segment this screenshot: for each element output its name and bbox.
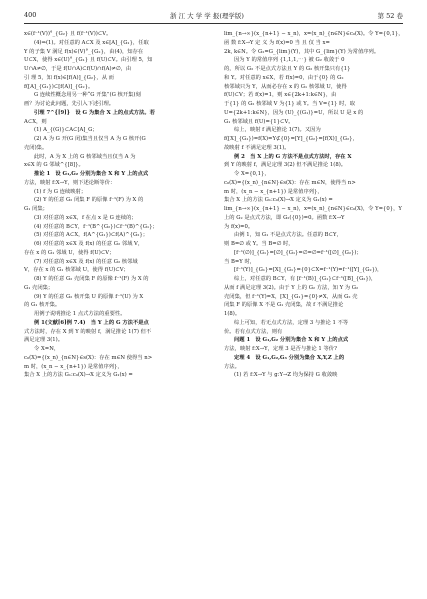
- page-header: [24, 8, 403, 22]
- text-line: (4) 对任意的 B⊂Y，f⁻¹(B^{G₂})⊂f⁻¹(B)^{G₁}；: [34, 223, 158, 230]
- text-line: 集合 X 上的方法 G₁:c₀(X)→X 定义为 G₁(x) =: [24, 372, 133, 379]
- volume-label: 第 52 卷: [377, 11, 403, 20]
- text-line: 当 B=Y 时，: [224, 258, 256, 265]
- theorem-heading: 定理 4 设 G₁,G₂,G₃ 分别为集合 X,Y,Z 上的: [234, 354, 345, 361]
- text-line: [f⁻¹(∅)]_{G₁}=[∅]_{G₁}=∅=∅=f⁻¹([∅]_{G₂})；: [234, 249, 362, 256]
- text-line: 1(8)。: [224, 311, 241, 317]
- text-line: 由例 1，知 G₁ 不是点式方法。任意的 B⊂Y，: [234, 232, 342, 239]
- text-line: 的，所以 G₂ 不是点式方法且 Y 的 G₂ 核开集只有{1}: [224, 66, 351, 72]
- text-line: 从而 f 满足定理 3(2)。由于 Y 上的 G₂ 方法，知 Y 为 G₂: [224, 284, 359, 291]
- text-line: G 连续性概念用另一种“G 开集”(G 核开集)刻: [34, 92, 141, 99]
- text-line: 故映射 f 不满足定理 3(1)。: [224, 144, 290, 151]
- text-line: 方法，映射 f:X→Y，则下述论断等价：: [24, 179, 116, 186]
- text-line: (1) 若 f:X→Y 与 g:Y→Z 均为保持 G 收敛映: [234, 372, 338, 379]
- text-line: 2k, k∈N。令 G₂=G_{lim}(Y)，其中 G_{lim}(Y) 为常值序列。: [224, 48, 380, 55]
- text-line: V，存在 x 的 G₁ 核邻域 U，使得 f(U)⊂V；: [24, 267, 129, 274]
- text-line: G₁ 闭集；: [24, 206, 48, 212]
- text-line: 存在 x 的 G₁ 邻域 U，使得 f(U)⊂V；: [24, 249, 115, 256]
- text-line: 方法。: [224, 363, 240, 370]
- header-rule: [24, 23, 403, 24]
- right-column: [224, 30, 404, 380]
- text-line: (3) 对任意的 x∈X，f 在点 x 是 G 连续的；: [34, 214, 137, 221]
- lemma-heading: 引理 7^{[9]} 设 G 为集合 X 上的点式方法。若: [34, 109, 155, 116]
- text-line: f([A]_{G₁})⊂[f(A)]_{G₂}。: [24, 83, 94, 90]
- text-line: (2) Y 的任意 G₂ 闭集 F 的原像 f⁻¹(F) 为 X 的: [34, 197, 144, 204]
- text-line: x∈(f⁻¹(V))°_{G₂} 且 f(f⁻¹(V))⊂V。: [24, 31, 112, 37]
- text-line: 到 Y 的映射 f，满足定理 3(2) 但不满足推论 1(8)。: [224, 162, 347, 169]
- text-line: (1) A_{(G)}⊂A⊂[A]_G；: [34, 127, 98, 134]
- text-line: G₁ 壳闭集；: [24, 284, 54, 291]
- example-heading: 例 2 当 X 上的 G 方法不是点式方法时，存在 X: [234, 153, 352, 160]
- text-line: f([X]_{G₁})=f(X)=Y⊄{0}=[Y]_{G₂}=[f(X)]_{G₂}，: [224, 136, 358, 142]
- text-line: 于{1} 的 G₂ 核邻域 V 为{1} 或 Y。当 V={1} 时，取: [224, 101, 355, 107]
- text-line: 引 理 5，知 f(x)∈[f(A)]_{G₂}，从 而: [24, 74, 114, 81]
- text-line: 价。若有点式方法，则有: [224, 328, 283, 335]
- left-column: [24, 30, 204, 380]
- text-line: 则 B=∅ 或 Y。当 B=∅ 时，: [224, 241, 294, 247]
- text-line: A⊂X，则: [24, 118, 47, 125]
- text-line: m 时，(x_n − x_{n+1}) 是常值序列}，: [224, 188, 323, 195]
- text-line: 方法，映射 f:X→Y，定理 3 是否与推论 1 等价?: [224, 346, 337, 352]
- text-line: 令 X={0,1}，: [234, 171, 270, 177]
- text-line: 壳闭)集。: [24, 144, 48, 151]
- text-line: (4)⇒(1)。对任意的 A⊂X 及 x∈[A]_{G₁}，任取: [34, 39, 149, 46]
- problem-heading: 问题 1 设 G₁,G₂ 分别为集合 X 和 Y 上的点式: [234, 337, 349, 344]
- text-line: 用例子说明推论 1 点式方法的重要性。: [34, 311, 126, 317]
- text-line: 因为 Y 的常值序列 {1,1,1,⋯} 被 G₂ 收敛于 0: [234, 57, 345, 64]
- text-line: U⊂X，使得 x∈(U)°_{G₁} 且 f(U)⊂V。由引理 5，知: [24, 57, 153, 64]
- text-line: (2) A 为 G 开(G 闭)集当且仅当 A 为 G 核开(G: [34, 136, 146, 142]
- text-line: 核邻域只为 Y，从而必存在 x 的 G₁ 核邻域 U，使得: [224, 83, 347, 90]
- text-line: 综上可知，若无点式方法，定理 3 与推论 1 不等: [234, 319, 349, 326]
- text-line: c₀(X)={(x_n)_{n∈N}∈s(X)：存在 m∈N，使得当 n>: [224, 179, 356, 186]
- text-line: 综上，映射 f 满足推论 1(7)。又因为: [234, 127, 321, 134]
- text-line: 令 X=N，: [34, 346, 60, 352]
- text-line: (7) 对任意的 x∈X 及 f(x) 的任意 G₂ 核邻域: [34, 258, 138, 265]
- text-line: U={2k+1:k∈N}，因为 (U)_{(G₁)}=U，所以 U 是 x 的: [224, 109, 364, 116]
- text-line: 为 f(x)=0。: [224, 223, 254, 230]
- text-line: 集合 X 上的方法 G₁:c₀(X)→X 定义为 G₁(x) =: [224, 197, 333, 204]
- text-line: Y 的子集 V 满足 f(x)∈(V)°_{G₂}，由(4)，知存在: [24, 48, 144, 55]
- text-line: 上的 G₂ 是点式方法，即 G₂({0})=0。函数 f:X→Y: [224, 214, 345, 221]
- text-line: 综上，对任意的 B⊂Y，有 [f⁻¹(B)]_{G₁}⊂f⁻¹([B]_{G₂})，: [234, 276, 377, 282]
- text-line: U∩A≠∅，于是 f(U∩A)⊂f(U)∩f(A)≠∅，由: [24, 66, 132, 72]
- text-line: (9) Y 的任意 G₂ 核开集 U 的原像 f⁻¹(U) 为 X: [34, 293, 144, 300]
- text-line: 和 Y。对任意的 x∈X，若 f(x)=0，由于{0} 的 G₂: [224, 74, 344, 81]
- text-line: (5) 对任意的 A⊂X，f(A^{G₁})⊂f(A)^{G₂}；: [34, 232, 149, 239]
- text-line: x∈X 的 G 邻域^{[8]}。: [24, 162, 84, 169]
- text-line: (8) Y 的任意 G₂ 壳闭集 F 的原像 f⁻¹(F) 为 X 的: [34, 276, 149, 282]
- text-line: 满足定理 3(1)。: [24, 337, 64, 344]
- text-line: f(U)⊂V；若 f(x)=1，则 x∈{2k+1:k∈N}，由: [224, 92, 337, 99]
- page-number: 400: [24, 11, 37, 19]
- text-line: 画？为讨论此问题，先引入下述引理。: [24, 101, 115, 107]
- journal-title: 浙 江 大 学 学 报(理学版): [170, 11, 244, 20]
- text-line: m 时，(x_n − x_{n+1}) 是常值序列}，: [24, 363, 123, 370]
- text-line: lim_{n→∞}(x_{n+1} − x_n)，x=(x_n)_{n∈N}∈c₀(X)，令 Y={0}，Y: [224, 206, 402, 212]
- example-heading: 例 1(文献[6]例 7.4) 当 Y 上的 G 方法不是点: [34, 319, 149, 326]
- text-line: 式方法时，存在 X 到 Y 的映射 f，满足推论 1(7) 但不: [24, 328, 152, 335]
- text-line: 壳闭集，但 f⁻¹(Y)=X，[X]_{G₁}={0}≠X，从而 G₂ 壳: [224, 293, 358, 300]
- text-line: lim_{n→∞}(x_{n+1} − x_n)，x=(x_n)_{n∈N}∈c₀(X)。令 Y={0,1}，: [224, 31, 404, 37]
- text-line: 闭集 F 的原像 X 不是 G₁ 壳闭集，故 f 不满足推论: [224, 302, 344, 309]
- text-line: 的 G₁ 核开集。: [24, 302, 61, 309]
- text-line: 函 数 f:X→Y 定 义 为 f(x)=0 当 且 仅 当 x=: [224, 39, 330, 46]
- text-line: [f⁻¹(Y)]_{G₁}=[X]_{G₁}={0}⊂X=f⁻¹(Y)=f⁻¹([Y]_{G₂})，: [234, 267, 383, 274]
- text-line: (6) 对任意的 x∈X 及 f(x) 的任意 G₂ 邻域 V，: [34, 241, 144, 247]
- text-line: c₀(X)={(x_n)_{n∈N}∈s(X)：存在 m∈N 使得当 n>: [24, 354, 153, 361]
- text-line: G₁ 核邻域且 f(U)={1}⊂V。: [224, 118, 294, 125]
- text-line: 此时，A 为 X 上的 G 核邻域当且仅当 A 为: [34, 153, 136, 160]
- text-line: (1) f 为 G 连续映射；: [34, 188, 87, 195]
- corollary-heading: 推论 1 设 G₁,G₂ 分别为集合 X 和 Y 上的点式: [34, 171, 149, 177]
